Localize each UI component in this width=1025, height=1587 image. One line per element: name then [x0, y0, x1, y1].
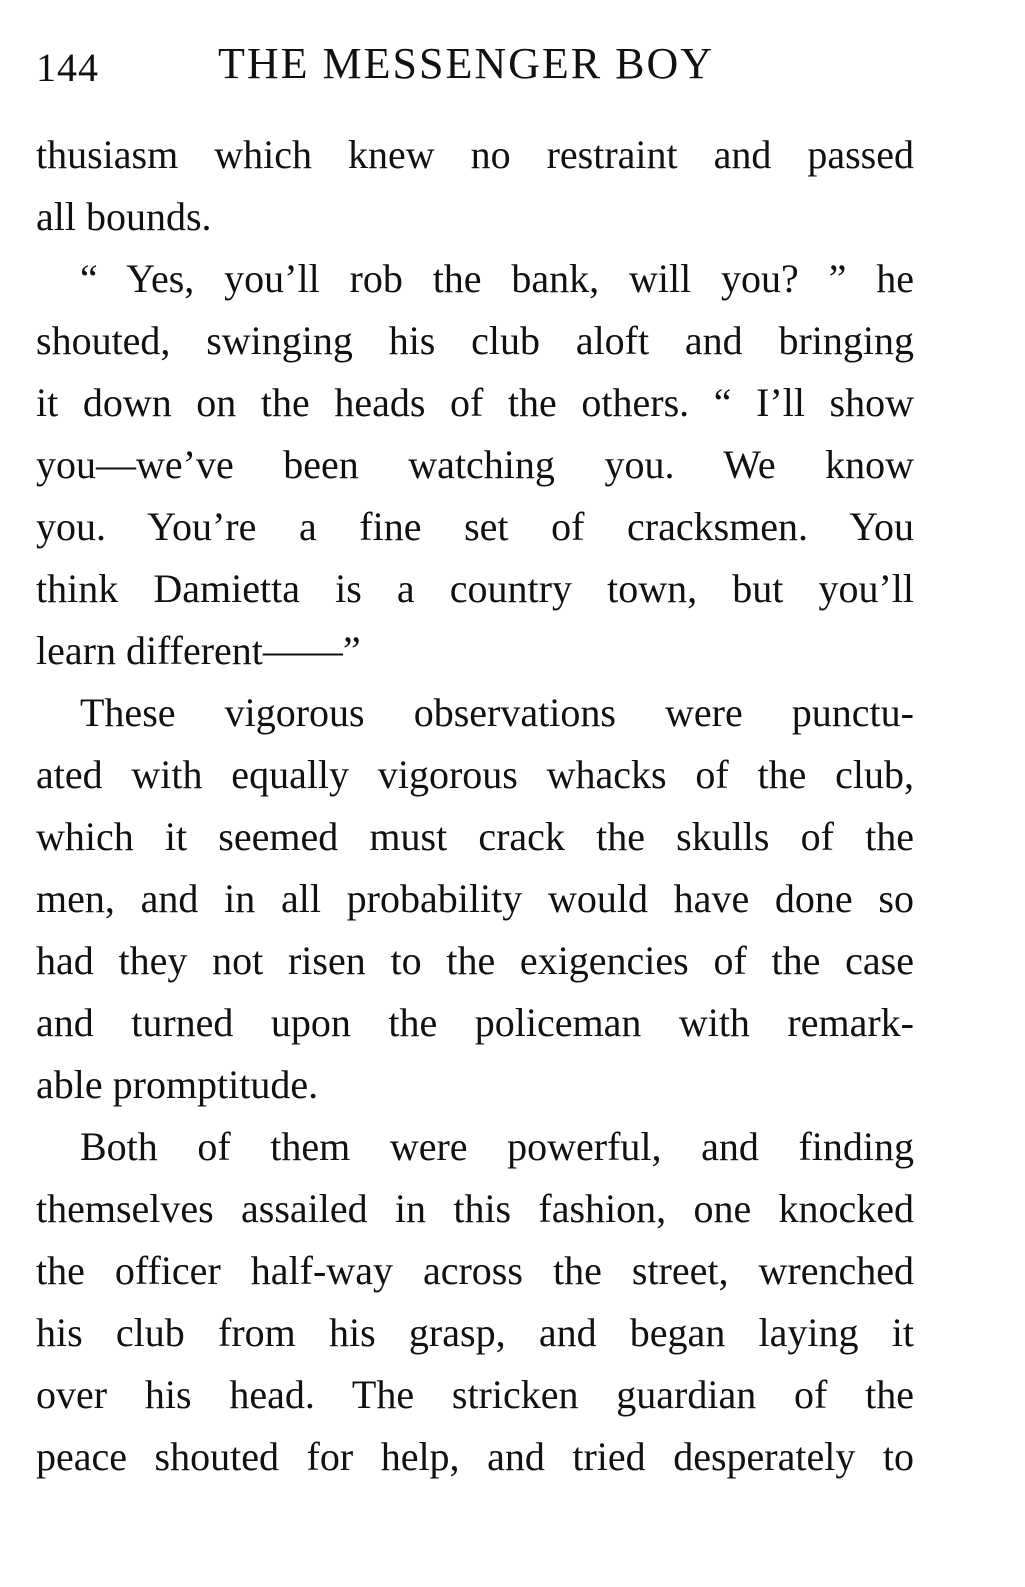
text-line: you. You’re a fine set of cracksmen. You: [36, 504, 914, 549]
running-title: THE MESSENGER BOY: [218, 39, 715, 88]
text-line: thusiasm which knew no restraint and passed: [36, 132, 914, 177]
text-line: These vigorous observations were punctu-: [80, 690, 914, 735]
page-number: 144: [36, 45, 99, 90]
text-line: learn different——”: [36, 628, 361, 673]
text-line: which it seemed must crack the skulls of the: [36, 814, 914, 859]
text-line: men, and in all probability would have done so: [36, 876, 914, 921]
text-line: and turned upon the policeman with remark-: [36, 1000, 914, 1045]
text-line: it down on the heads of the others. “ I’ll show: [36, 380, 914, 425]
text-line: peace shouted for help, and tried desperately to: [36, 1434, 914, 1479]
text-line: “ Yes, you’ll rob the bank, will you? ” he: [80, 256, 914, 301]
text-line: ated with equally vigorous whacks of the club,: [36, 752, 914, 797]
text-line: able promptitude.: [36, 1062, 319, 1107]
text-line: his club from his grasp, and began laying it: [36, 1310, 914, 1355]
text-line: had they not risen to the exigencies of the case: [36, 938, 914, 983]
text-line: the officer half-way across the street, wrenched: [36, 1248, 914, 1293]
text-line: shouted, swinging his club aloft and bringing: [36, 318, 914, 363]
text-line: think Damietta is a country town, but you’ll: [36, 566, 914, 611]
body-text: [36, 124, 914, 1488]
text-line: themselves assailed in this fashion, one knocked: [36, 1186, 914, 1231]
text-line: over his head. The stricken guardian of the: [36, 1372, 914, 1417]
running-header: [36, 38, 916, 98]
text-line: Both of them were powerful, and finding: [80, 1124, 914, 1169]
text-line: all bounds.: [36, 194, 212, 239]
text-line: you—we’ve been watching you. We know: [36, 442, 914, 487]
